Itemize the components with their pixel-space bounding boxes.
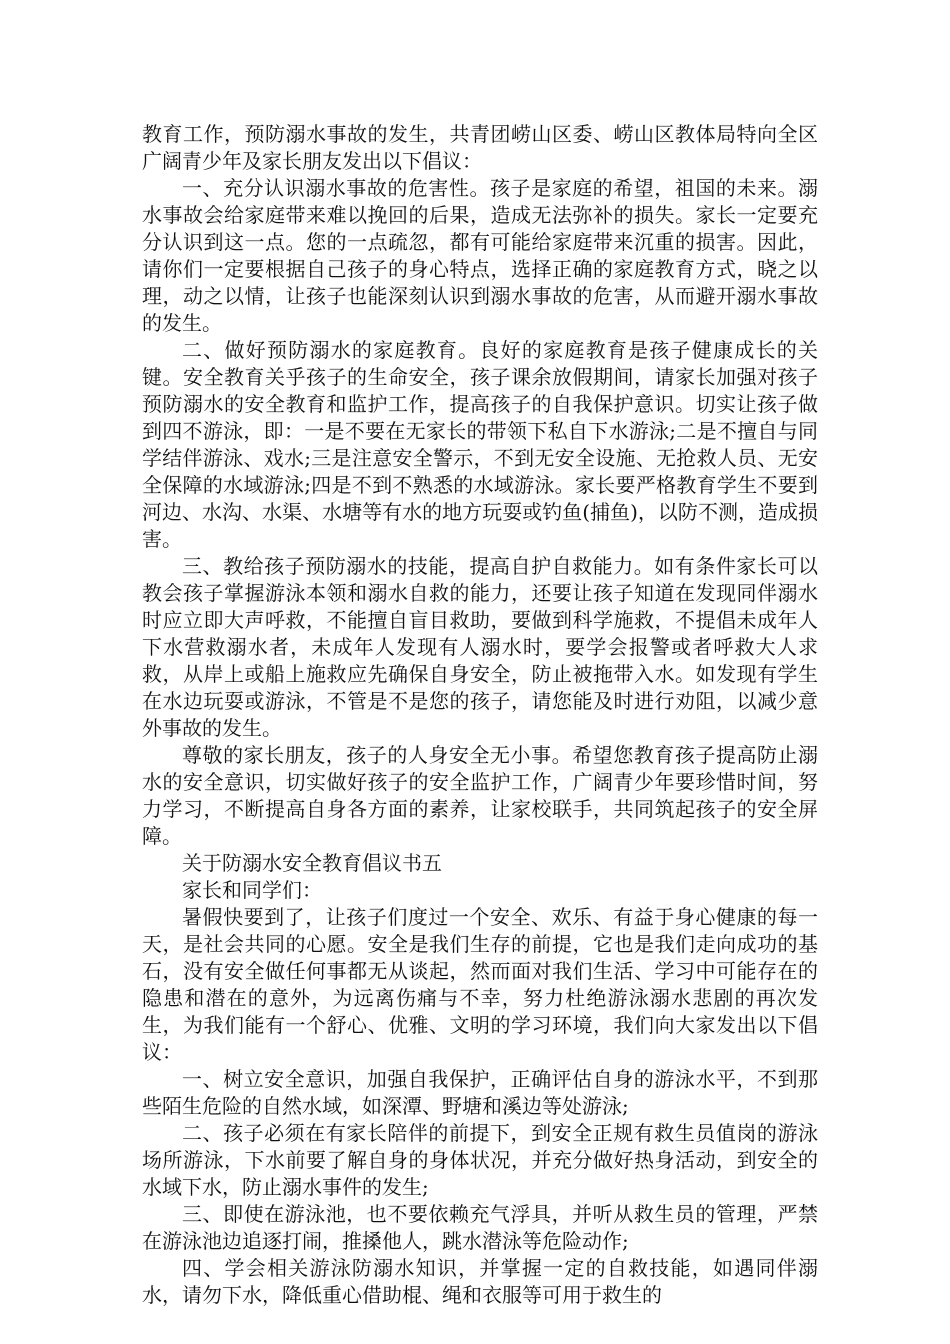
- paragraph-12: 四、学会相关游泳防溺水知识，并掌握一定的自救技能，如遇同伴溺水，请勿下水，降低重心借助棍、绳和衣服等可用于救生的: [142, 1256, 818, 1307]
- salutation: 家长和同学们：: [182, 878, 322, 902]
- document-body: [142, 121, 818, 1309]
- paragraph-9: 一、树立安全意识，加强自我保护，正确评估自身的游泳水平，不到那些陌生危险的自然水域，如深潭、野塘和溪边等处游泳;: [142, 1067, 818, 1118]
- paragraph-3: 二、做好预防溺水的家庭教育。良好的家庭教育是孩子健康成长的关键。安全教育关乎孩子的生命安全，孩子课余放假期间，请家长加强对孩子预防溺水的安全教育和监护工作，提高孩子的自我保护意识。切实让孩子做到四不游泳，即：一是不要在无家长的带领下私自下水游泳;二是不擅自与同学结伴游泳、戏水;三是注意安全警示，不到无安全设施、无抢救人员、无安全保障的水域游泳;四是不到不熟悉的水域游泳。家长要严格教育学生不要到河边、水沟、水渠、水塘等有水的地方玩耍或钓鱼(捕鱼)，以防不测，造成损害。: [142, 338, 818, 551]
- paragraph-11: 三、即使在游泳池，也不要依赖充气浮具，并听从救生员的管理，严禁在游泳池边追逐打闹，推搡他人，跳水潜泳等危险动作;: [142, 1202, 818, 1253]
- section-heading: 关于防溺水安全教育倡议书五: [182, 851, 442, 875]
- paragraph-1: 教育工作，预防溺水事故的发生，共青团崂山区委、崂山区教体局特向全区广阔青少年及家长朋友发出以下倡议：: [142, 122, 818, 173]
- paragraph-10: 二、孩子必须在有家长陪伴的前提下，到安全正规有救生员值岗的游泳场所游泳，下水前要了解自身的身体状况，并充分做好热身活动，到安全的水域下水，防止溺水事件的发生;: [142, 1121, 818, 1199]
- paragraph-8: 暑假快要到了，让孩子们度过一个安全、欢乐、有益于身心健康的每一天，是社会共同的心愿。安全是我们生存的前提，它也是我们走向成功的基石，没有安全做任何事都无从谈起，然而面对我们生活、学习中可能存在的隐患和潜在的意外，为远离伤痛与不幸，努力杜绝游泳溺水悲剧的再次发生，为我们能有一个舒心、优雅、文明的学习环境，我们向大家发出以下倡议：: [142, 905, 818, 1064]
- paragraph-5: 尊敬的家长朋友，孩子的人身安全无小事。希望您教育孩子提高防止溺水的安全意识，切实做好孩子的安全监护工作，广阔青少年要珍惜时间，努力学习，不断提高自身各方面的素养，让家校联手，共同筑起孩子的安全屏障。: [142, 743, 818, 848]
- paragraph-4: 三、教给孩子预防溺水的技能，提高自护自救能力。如有条件家长可以教会孩子掌握游泳本领和溺水自救的能力，还要让孩子知道在发现同伴溺水时应立即大声呼救，不能擅自盲目救助，要做到科学施救，不提倡未成年人下水营救溺水者，未成年人发现有人溺水时，要学会报警或者呼救大人求救，从岸上或船上施救应先确保自身安全，防止被拖带入水。如发现有学生在水边玩耍或游泳，不管是不是您的孩子，请您能及时进行劝阻，以减少意外事故的发生。: [142, 554, 818, 740]
- paragraph-2: 一、充分认识溺水事故的危害性。孩子是家庭的希望，祖国的未来。溺水事故会给家庭带来难以挽回的后果，造成无法弥补的损失。家长一定要充分认识到这一点。您的一点疏忽，都有可能给家庭带来沉重的损害。因此，请你们一定要根据自己孩子的身心特点，选择正确的家庭教育方式，晓之以理，动之以情，让孩子也能深刻认识到溺水事故的危害，从而避开溺水事故的发生。: [142, 176, 818, 335]
